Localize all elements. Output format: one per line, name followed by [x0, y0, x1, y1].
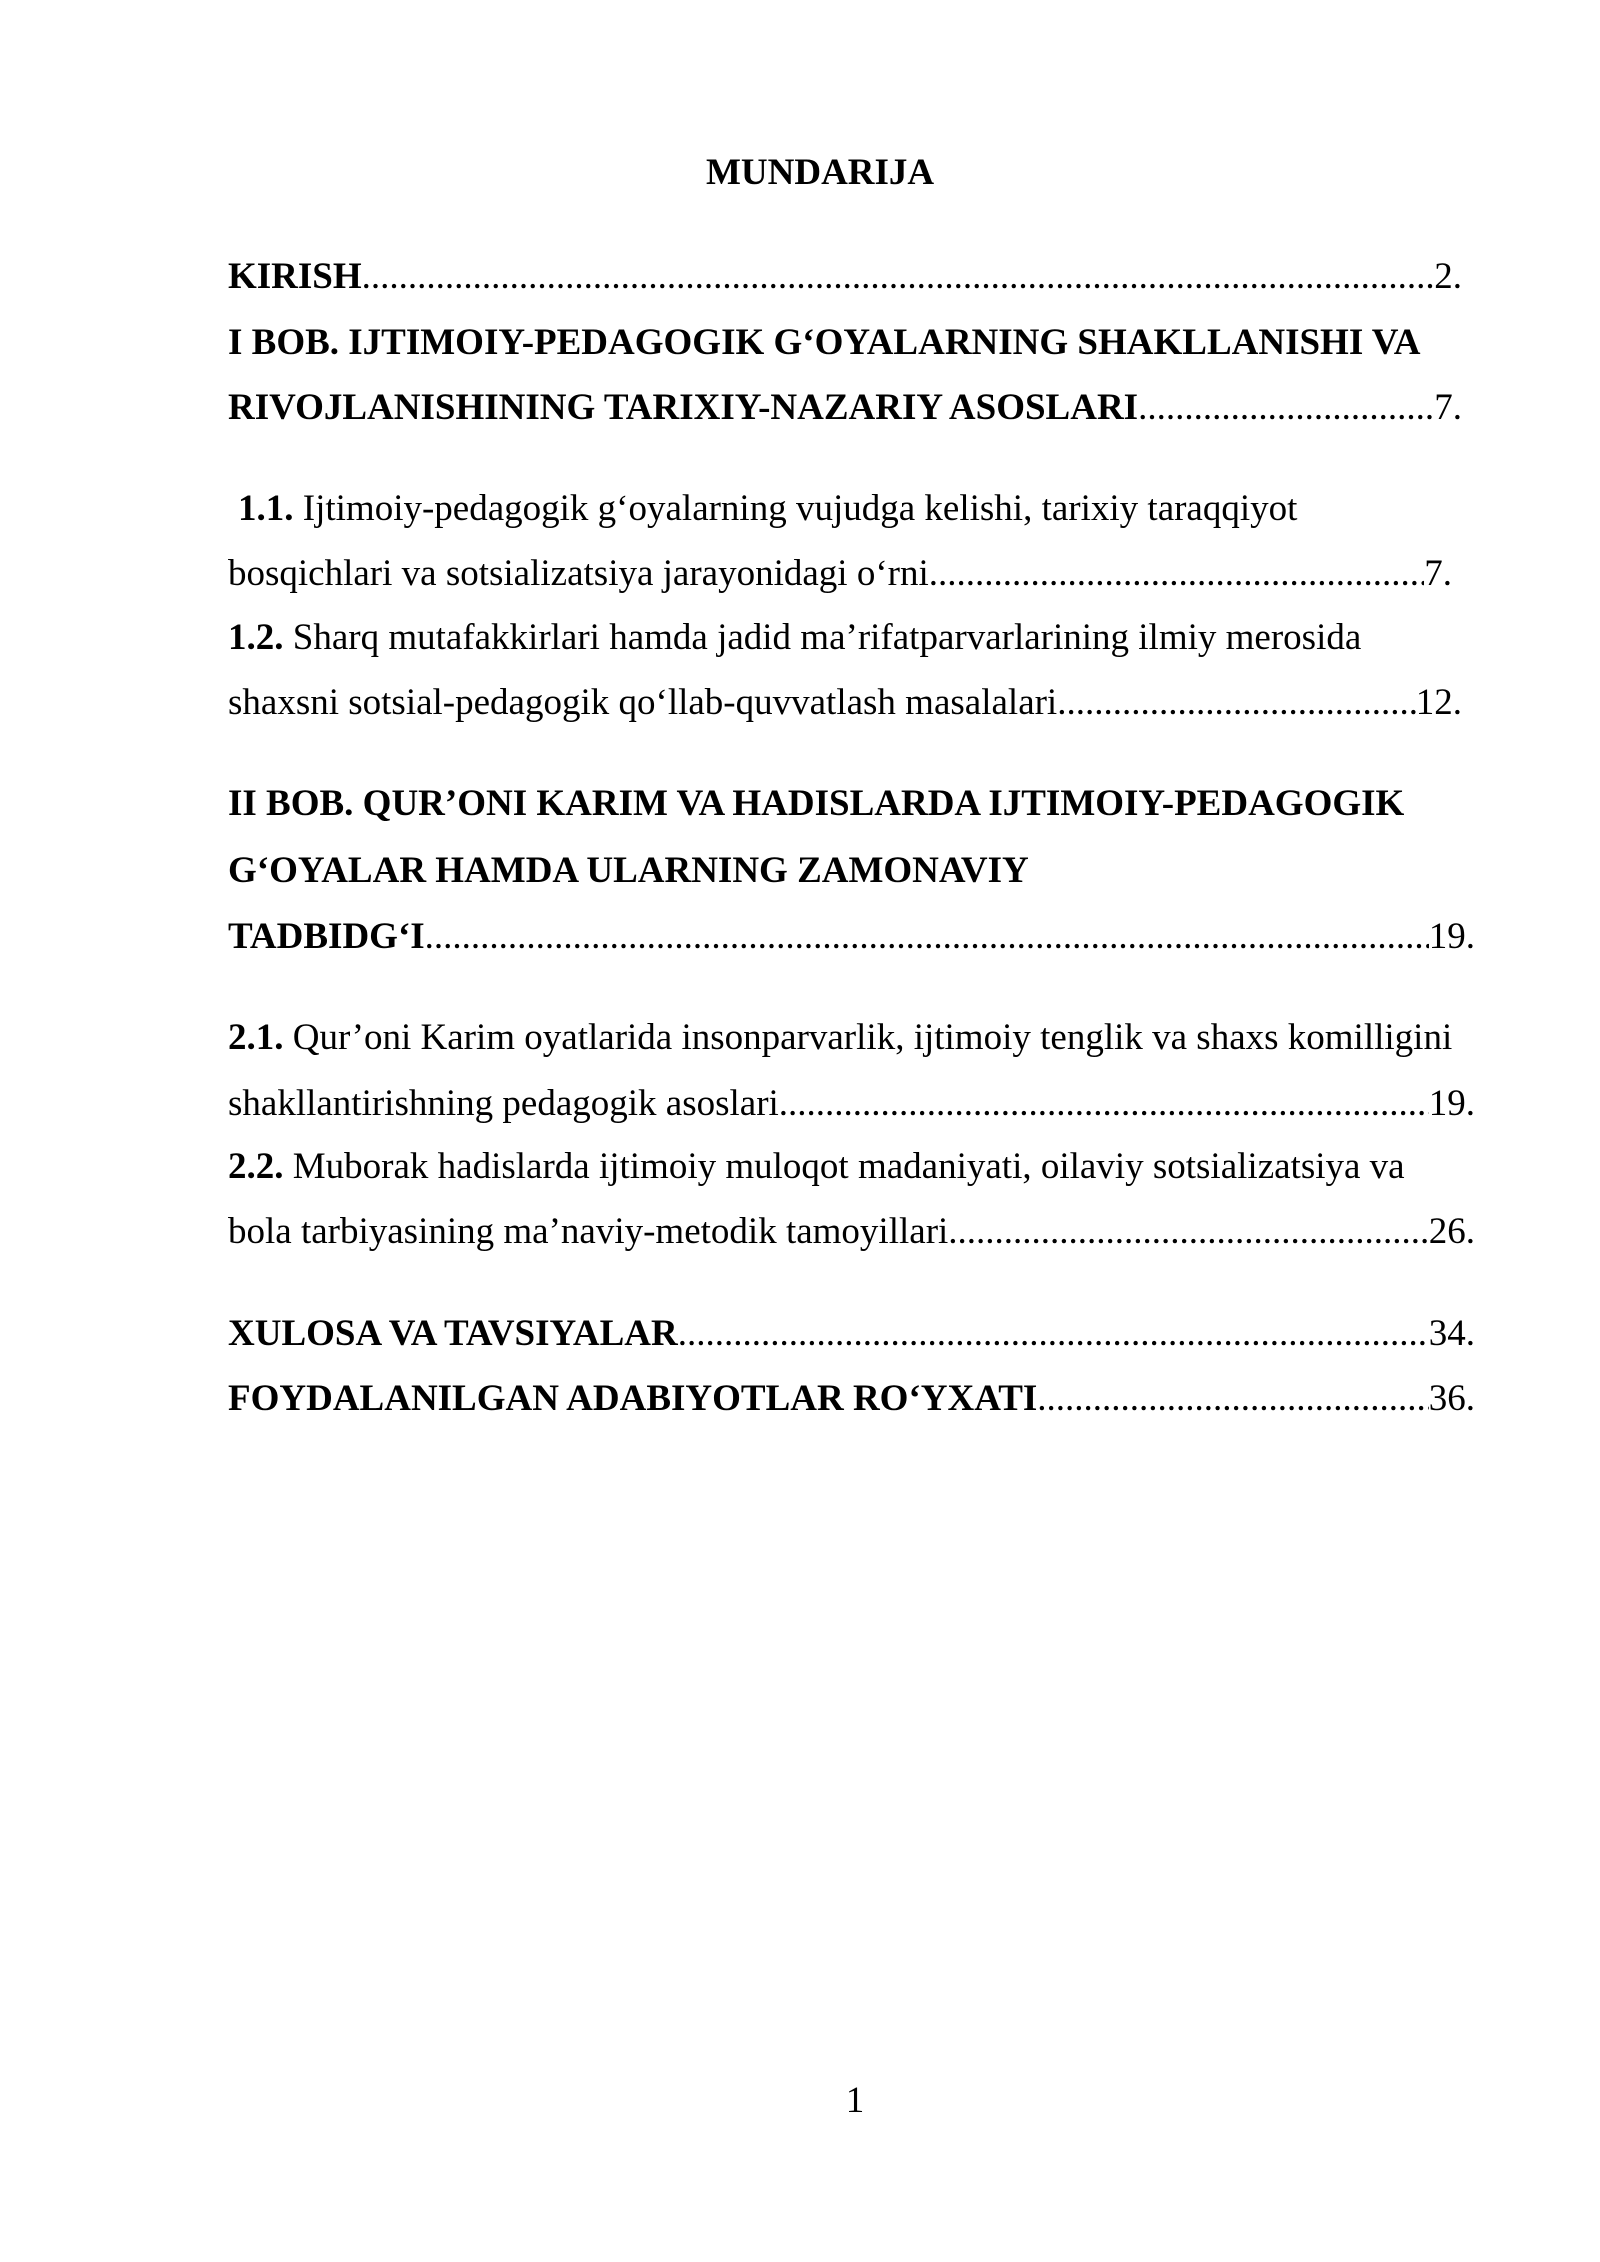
toc-entry-label: shakllantirishning pedagogik asoslari	[228, 1083, 779, 1124]
toc-entry-section-2-2-line-2	[228, 1199, 1475, 1264]
toc-entry-label: shaxsni sotsial-pedagogik qo‘llab-quvvatlash masalalari	[228, 682, 1058, 723]
dot-leader	[948, 1199, 1428, 1264]
toc-page-number: 19.	[1428, 1083, 1475, 1124]
toc-entry-section-2-1-line-2	[228, 1071, 1475, 1136]
toc-entry-chapter-2-line-3	[228, 904, 1475, 969]
toc-entry-chapter-1-line-1	[228, 310, 1420, 375]
toc-entry-label: G‘OYALAR HAMDA ULARNING ZAMONAVIY	[228, 850, 1029, 891]
dot-leader	[1138, 375, 1434, 440]
toc-entry-section-1-2-line-2	[228, 670, 1462, 735]
section-number: 2.2.	[228, 1146, 284, 1187]
toc-page-number: 7.	[1424, 553, 1452, 594]
toc-entry-label: FOYDALANILGAN ADABIYOTLAR RO‘YXATI	[228, 1378, 1038, 1419]
toc-entry-chapter-2-line-1	[228, 771, 1404, 836]
dot-leader	[362, 244, 1435, 309]
toc-entry-xulosa	[228, 1301, 1475, 1366]
dot-leader	[1037, 1366, 1428, 1431]
toc-entry-kirish	[228, 244, 1462, 309]
toc-entry-chapter-1-line-2	[228, 375, 1462, 440]
toc-page-number: 7.	[1434, 387, 1462, 428]
section-number: 1.2.	[228, 617, 284, 658]
toc-entry-adabiyotlar	[228, 1366, 1475, 1431]
toc-entry-label: II BOB. QUR’ONI KARIM VA HADISLARDA IJTIMOIY-PEDAGOGIK	[228, 783, 1405, 824]
dot-leader	[929, 541, 1425, 606]
toc-entry-section-1-2-line-1	[228, 605, 1361, 670]
toc-entry-label: RIVOJLANISHINING TARIXIY-NAZARIY ASOSLARI	[228, 387, 1139, 428]
dot-leader	[779, 1071, 1429, 1136]
dot-leader	[678, 1301, 1429, 1366]
section-number: 2.1.	[228, 1017, 284, 1058]
toc-page-number: 12.	[1415, 682, 1462, 723]
toc-entry-chapter-2-line-2	[228, 838, 1029, 903]
toc-page-number: 26.	[1428, 1211, 1475, 1252]
toc-page-number: 36.	[1428, 1378, 1475, 1419]
toc-page-number: 19.	[1428, 916, 1475, 957]
toc-entry-label: XULOSA VA TAVSIYALAR	[228, 1313, 678, 1354]
page-number: 1	[845, 2080, 865, 2121]
toc-entry-section-2-2-line-1	[228, 1134, 1405, 1199]
toc-entry-label: Sharq mutafakkirlari hamda jadid ma’rifatparvarlarining ilmiy merosida	[292, 617, 1362, 658]
toc-entry-label: Muborak hadislarda ijtimoiy muloqot madaniyati, oilaviy sotsializatsiya va	[292, 1146, 1405, 1187]
toc-page-number: 2.	[1434, 256, 1462, 297]
toc-entry-label: Qur’oni Karim oyatlarida insonparvarlik, ijtimoiy tenglik va shaxs komilligini	[292, 1017, 1453, 1058]
toc-entry-section-1-1-line-2	[228, 541, 1452, 606]
toc-entry-label: bosqichlari va sotsializatsiya jarayonidagi o‘rni	[228, 553, 929, 594]
dot-leader	[425, 904, 1429, 969]
toc-entry-section-1-1-line-1	[238, 476, 1297, 541]
toc-entry-label: TADBIDG‘I	[228, 916, 425, 957]
toc-page-number: 34.	[1428, 1313, 1475, 1354]
toc-entry-label: I BOB. IJTIMOIY-PEDAGOGIK G‘OYALARNING SHAKLLANISHI VA	[228, 322, 1421, 363]
toc-title: MUNDARIJA	[706, 152, 935, 193]
toc-entry-section-2-1-line-1	[228, 1005, 1452, 1070]
dot-leader	[1057, 670, 1416, 735]
toc-entry-label: KIRISH	[228, 256, 362, 297]
section-number: 1.1.	[238, 488, 294, 529]
toc-entry-label: Ijtimoiy-pedagogik g‘oyalarning vujudga kelishi, tarixiy taraqqiyot	[302, 488, 1298, 529]
toc-entry-label: bola tarbiyasining ma’naviy-metodik tamoyillari	[228, 1211, 949, 1252]
